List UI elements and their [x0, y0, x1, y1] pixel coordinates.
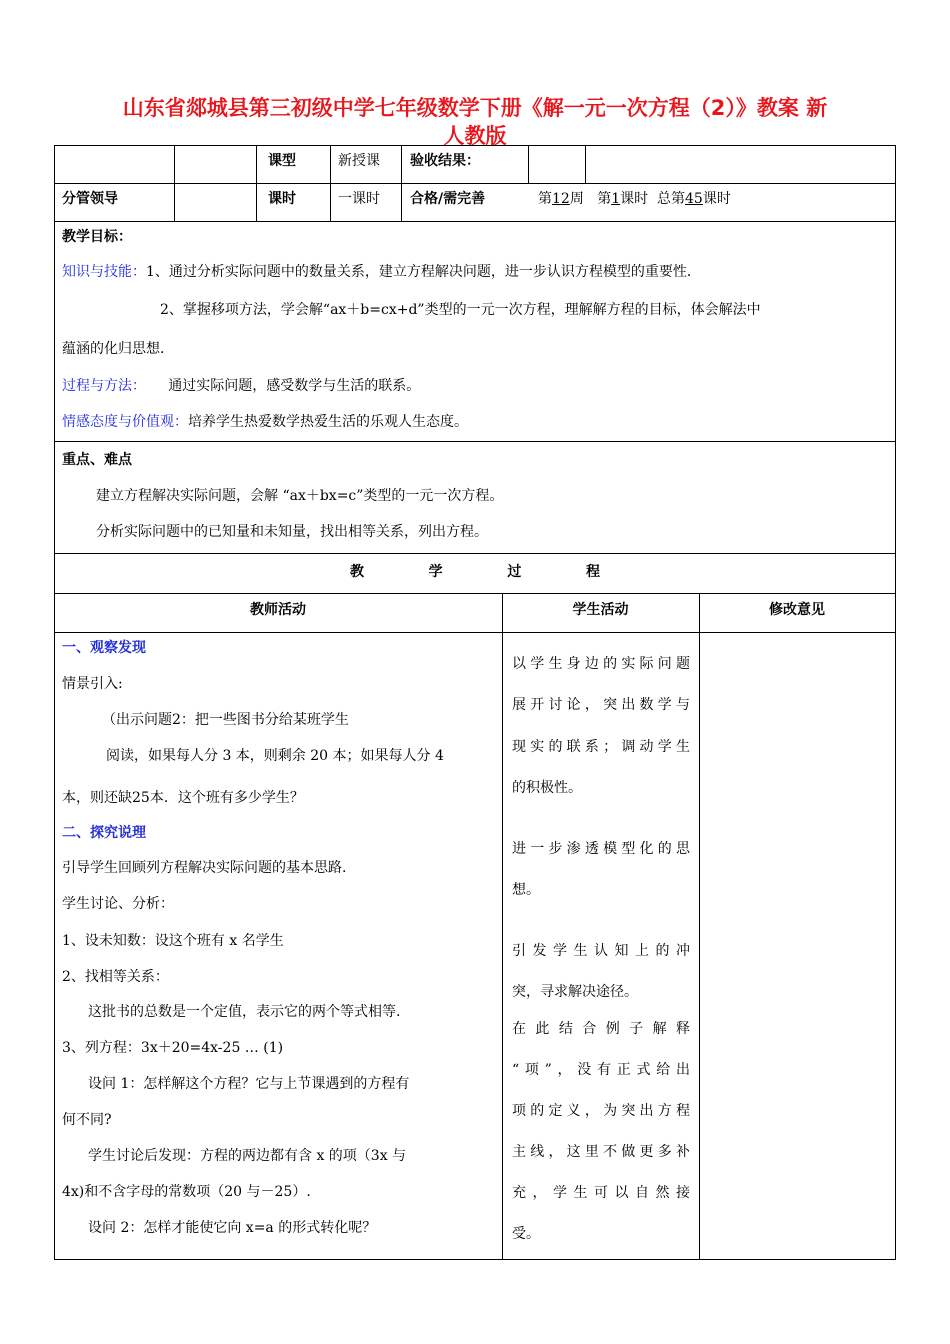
- key-points-heading: 重点、难点: [62, 452, 132, 468]
- revision-header: 修改意见: [769, 602, 825, 618]
- guide-text: 引导学生回顾列方程解决实际问题的基本思路.: [62, 860, 347, 876]
- step-3: 3、列方程：3x＋20=4x-25 … (1): [62, 1040, 284, 1056]
- lesson-suffix: 课时: [620, 191, 649, 207]
- heading-char: 过: [507, 564, 522, 580]
- step-2: 2、找相等关系：: [62, 969, 169, 985]
- student-note-line: 引发学生认知上的冲: [512, 943, 690, 959]
- course-type-value: 新授课: [338, 153, 380, 169]
- student-note-line: 在此结合例子解释: [512, 1021, 690, 1037]
- total-suffix: 课时: [702, 191, 731, 207]
- periods-label: 课时: [268, 191, 296, 207]
- problem-line-2: 阅读，如果每人分 3 本，则剩余 20 本；如果每人分 4: [106, 748, 444, 764]
- student-note-line: 项的定义，为突出方程: [512, 1103, 690, 1119]
- supervisor-label: 分管领导: [62, 191, 118, 207]
- week-prefix: 第: [538, 191, 552, 207]
- finding-line-2: 4x)和不含字母的常数项（20 与－25）.: [62, 1184, 311, 1200]
- scenario-intro: 情景引入:: [62, 676, 123, 692]
- pass-label: 合格/需完善: [410, 191, 486, 207]
- student-note-line: “项”，没有正式给出: [512, 1062, 690, 1078]
- total-prefix: 总第: [657, 191, 686, 207]
- process-label: 过程与方法：: [62, 378, 146, 394]
- student-note-line: 主线，这里不做更多补: [512, 1144, 690, 1160]
- discuss-text: 学生讨论、分析：: [62, 896, 174, 912]
- week-suffix: 周: [569, 191, 584, 207]
- section-explore: 二、探究说理: [62, 825, 146, 841]
- student-note-line: 想。: [512, 882, 540, 898]
- key-point-1: 建立方程解决实际问题，会解 “ax＋bx=c”类型的一元一次方程。: [96, 488, 504, 504]
- question-2: 设问 2：怎样才能使它向 x=a 的形式转化呢？: [88, 1220, 377, 1236]
- knowledge-line-2: 2、掌握移项方法，学会解“ax＋b=cx+d”类型的一元一次方程，理解解方程的目标，体会解法中: [160, 302, 761, 318]
- student-note-line: 展开讨论，突出数学与: [512, 697, 690, 713]
- step-2-detail: 这批书的总数是一个定值，表示它的两个等式相等.: [88, 1004, 401, 1020]
- question-1-line-2: 何不同?: [62, 1112, 112, 1128]
- acceptance-label: 验收结果：: [410, 153, 480, 169]
- week-number: 12: [552, 191, 570, 207]
- student-note-line: 的积极性。: [512, 780, 582, 796]
- question-1-line-1: 设问 1：怎样解这个方程？它与上节课遇到的方程有: [88, 1076, 410, 1092]
- heading-char: 教: [350, 564, 364, 580]
- student-note-line: 突，寻求解决途径。: [512, 984, 638, 1000]
- teacher-activity: [62, 0, 498, 1259]
- finding-line-1: 学生讨论后发现：方程的两边都有含 x 的项（3x 与: [88, 1148, 407, 1164]
- total-number: 45: [685, 191, 703, 207]
- heading-char: 程: [585, 564, 600, 580]
- section-observe: 一、观察发现: [62, 640, 146, 656]
- lesson-prefix: 第: [597, 191, 612, 207]
- periods-value: 一课时: [338, 191, 380, 207]
- student-note-line: 充，学生可以自然接: [512, 1185, 690, 1201]
- knowledge-line-3: 蕴涵的化归思想．: [62, 341, 174, 357]
- title-line-1: 山东省郯城县第三初级中学七年级数学下册《解一元一次方程（2）》教案 新: [122, 96, 828, 120]
- attitude-text: 培养学生热爱数学热爱生活的乐观人生态度。: [188, 414, 468, 430]
- lesson-number: 1: [611, 191, 621, 207]
- key-point-2: 分析实际问题中的已知量和未知量，找出相等关系，列出方程。: [96, 524, 488, 540]
- knowledge-label: 知识与技能：: [62, 264, 146, 280]
- heading-char: 学: [428, 564, 443, 580]
- title-line-2: 人教版: [443, 124, 507, 148]
- teacher-activity-header: 教师活动: [250, 602, 306, 618]
- attitude-label: 情感态度与价值观：: [62, 414, 188, 430]
- student-activity-header: 学生活动: [572, 602, 629, 618]
- course-type-label: 课型: [268, 153, 296, 169]
- step-1: 1、设未知数：设这个班有 x 名学生: [62, 933, 284, 949]
- objectives-heading: 教学目标：: [62, 229, 132, 245]
- student-note-line: 进一步渗透模型化的思: [512, 841, 690, 857]
- student-note-line: 以学生身边的实际问题: [512, 656, 690, 672]
- problem-line-3: 本，则还缺25本．这个班有多少学生？: [62, 790, 304, 806]
- knowledge-text-1: 1、通过分析实际问题中的数量关系，建立方程解决问题，进一步认识方程模型的重要性．: [146, 264, 701, 280]
- student-note-line: 受。: [512, 1226, 540, 1242]
- student-activity: [512, 0, 690, 1259]
- student-note-line: 现实的联系；调动学生: [512, 739, 690, 755]
- problem-line-1: （出示问题2：把一些图书分给某班学生: [102, 712, 349, 728]
- process-text: 通过实际问题，感受数学与生活的联系。: [168, 378, 421, 394]
